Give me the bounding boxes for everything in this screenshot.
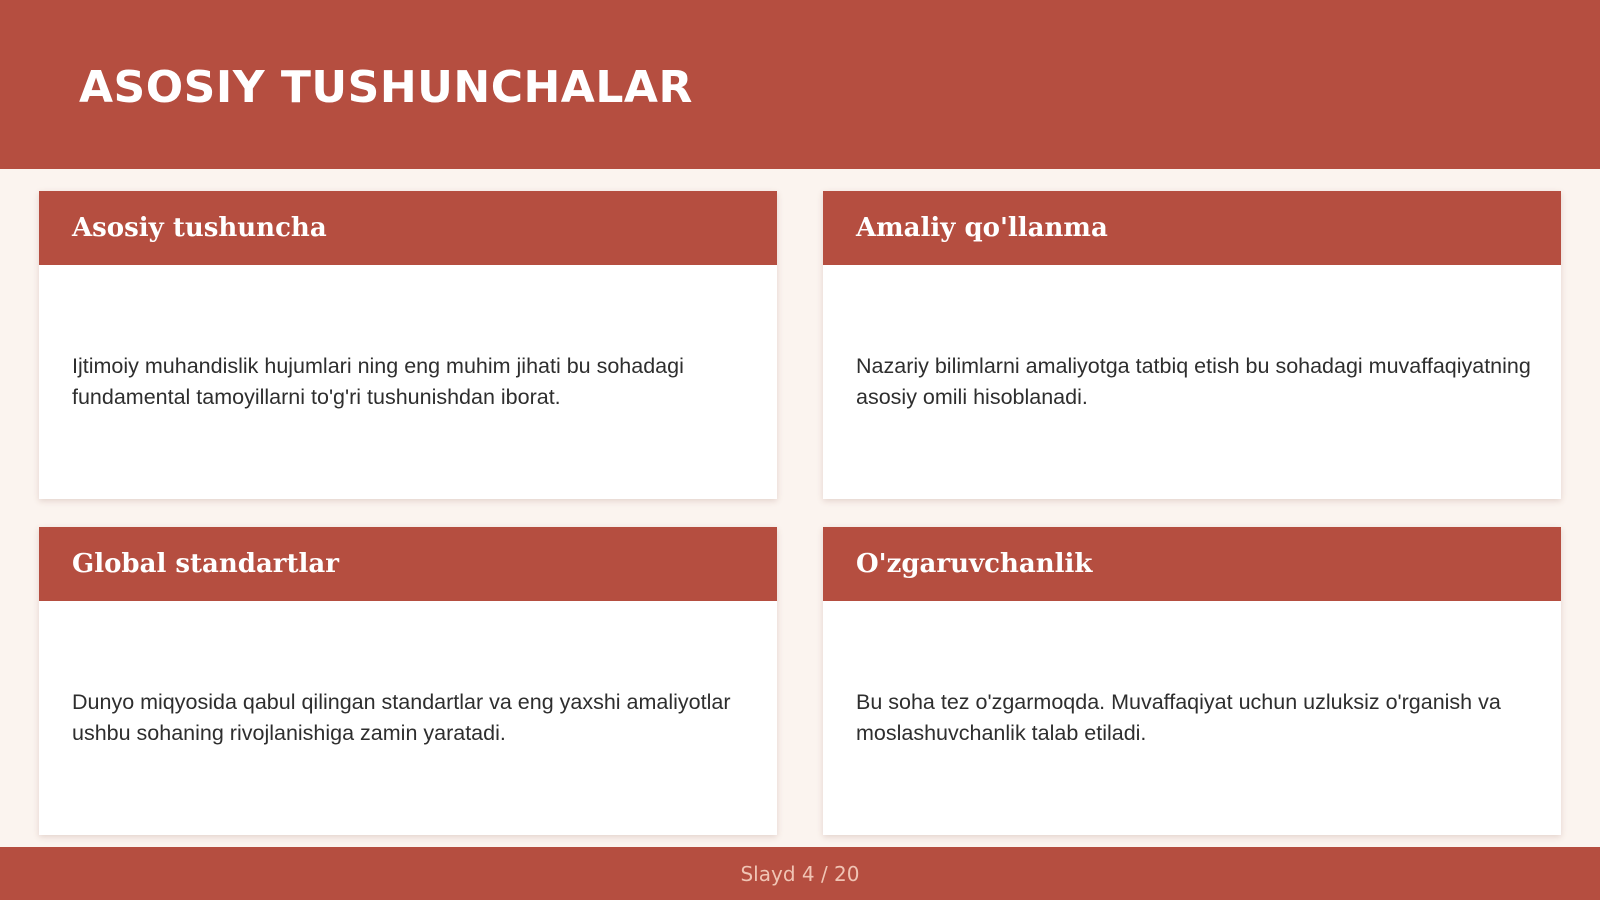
card-header <box>823 191 1561 265</box>
slide-footer <box>0 847 1600 900</box>
card-title: O'zgaruvchanlik <box>856 549 1093 579</box>
concept-card-change <box>823 527 1561 835</box>
card-body <box>72 601 749 835</box>
card-text: Nazariy bilimlarni amaliyotga tatbiq etish bu sohadagi muvaffaqiyatning asosiy omili hisoblanadi. <box>856 354 1531 409</box>
card-body <box>856 265 1533 499</box>
card-text: Ijtimoiy muhandislik hujumlari ning eng muhim jihati bu sohadagi fundamental tamoyillarni to'g'ri tushunishdan iborat. <box>72 354 684 409</box>
card-title: Global standartlar <box>72 549 339 579</box>
concept-card-main <box>39 191 777 499</box>
card-body <box>856 601 1533 835</box>
card-header <box>39 191 777 265</box>
slide-number: Slayd 4 / 20 <box>740 862 860 886</box>
concept-card-global <box>39 527 777 835</box>
card-body <box>72 265 749 499</box>
slide-header <box>0 0 1600 169</box>
card-text: Dunyo miqyosida qabul qilingan standartlar va eng yaxshi amaliyotlar ushbu sohaning rivojlanishiga zamin yaratadi. <box>72 690 731 745</box>
card-header <box>39 527 777 601</box>
card-title: Asosiy tushuncha <box>72 213 327 243</box>
concept-card-practical <box>823 191 1561 499</box>
card-text: Bu soha tez o'zgarmoqda. Muvaffaqiyat uchun uzluksiz o'rganish va moslashuvchanlik talab etiladi. <box>856 690 1501 745</box>
card-title: Amaliy qo'llanma <box>856 213 1108 243</box>
card-header <box>823 527 1561 601</box>
slide-title: ASOSIY TUSHUNCHALAR <box>79 62 693 113</box>
